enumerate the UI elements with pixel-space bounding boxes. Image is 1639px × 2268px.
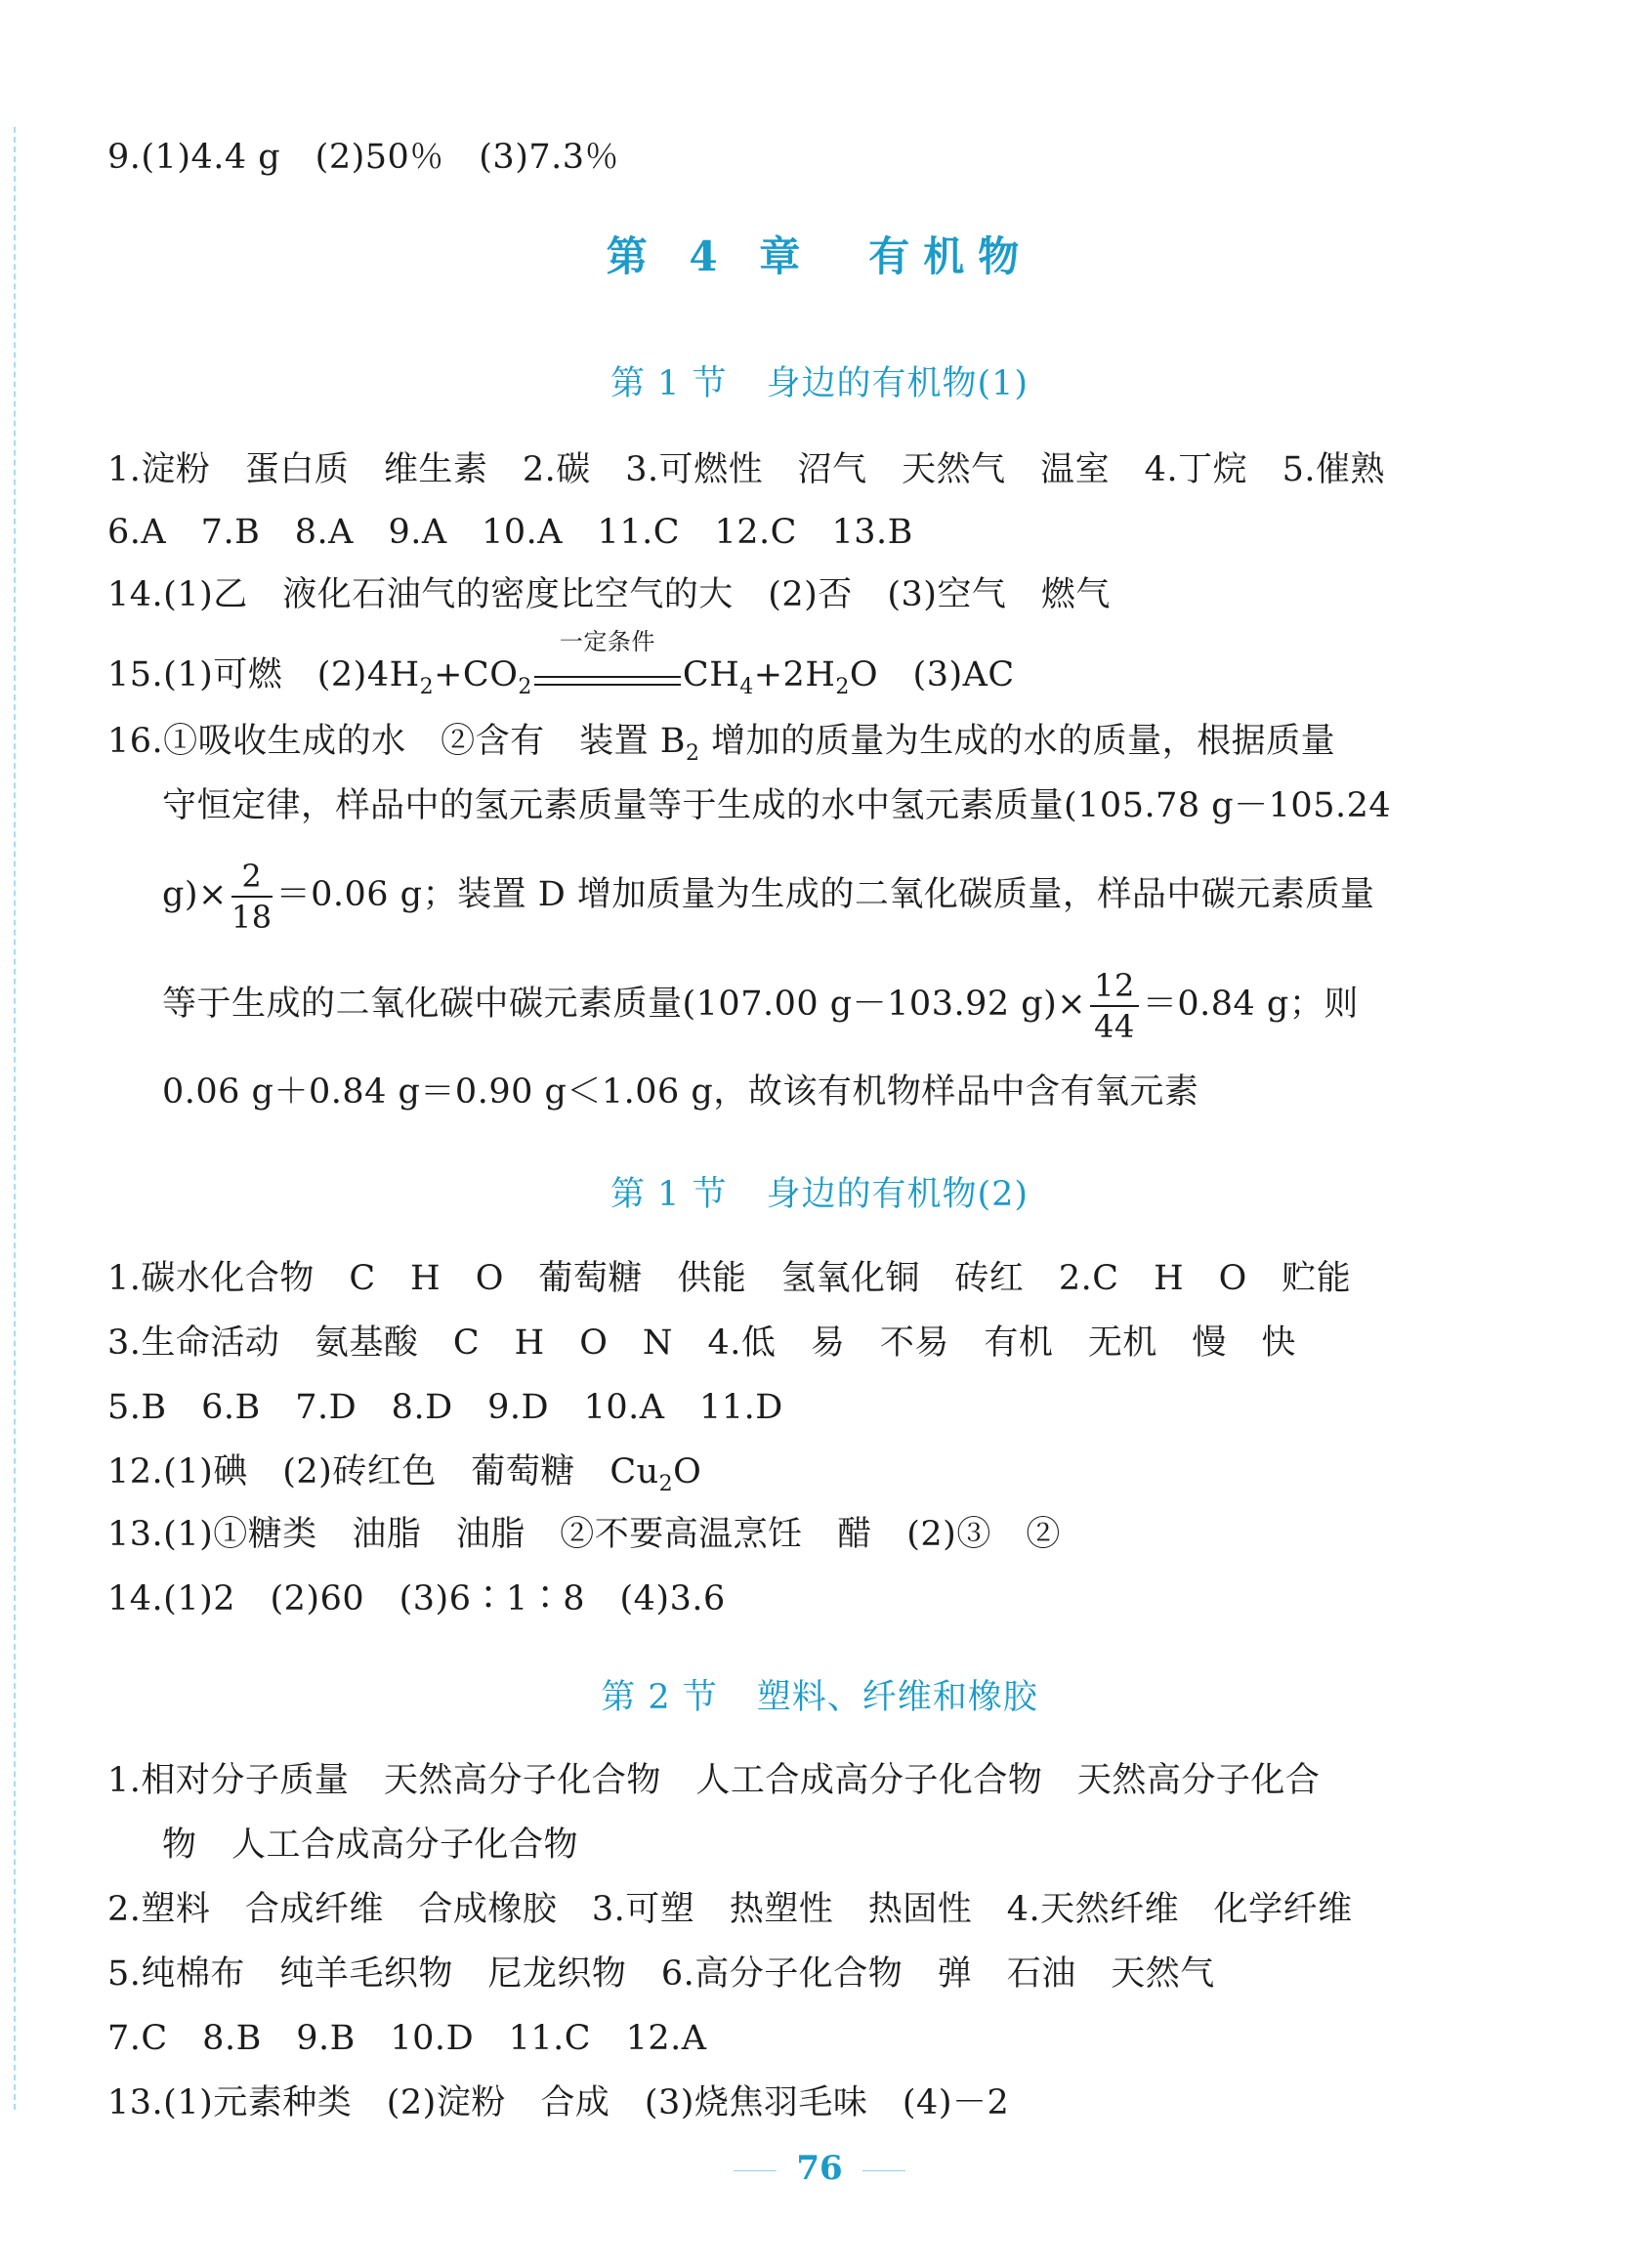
reaction-condition-arrow xyxy=(534,628,681,686)
fraction xyxy=(231,857,273,936)
text-run: O (3)AC xyxy=(849,655,1015,694)
answer-line-fraction xyxy=(162,848,1374,942)
text-run: ＝0.06 g；装置 D 增加质量为生成的二氧化碳质量，样品中碳元素质量 xyxy=(275,875,1375,914)
text-run: g)× xyxy=(162,875,228,914)
page-edge-dashed-line xyxy=(14,127,16,2110)
reaction-condition: 一定条件 xyxy=(559,628,655,655)
text-run: 16.①吸收生成的水 ②含有 装置 B xyxy=(107,722,687,761)
section-number: 第 1 节 xyxy=(609,1175,728,1214)
section-name: 身边的有机物(2) xyxy=(766,1175,1030,1214)
section-number: 第 2 节 xyxy=(601,1678,718,1717)
answer-line-q9: 9.(1)4.4 g (2)50％ (3)7.3％ xyxy=(107,138,620,177)
answer-line: 3.生命活动 氨基酸 C H O N 4.低 易 不易 有机 无机 慢 快 xyxy=(107,1323,1296,1363)
chapter-title: 第 4 章 有机物 xyxy=(606,232,1033,280)
answer-line: 物 人工合成高分子化合物 xyxy=(162,1826,579,1865)
answer-line: 6.A 7.B 8.A 9.A 10.A 11.C 12.C 13.B xyxy=(107,513,913,552)
page-number xyxy=(0,2149,1639,2188)
section-title-1 xyxy=(0,357,1639,405)
answer-line: 守恒定律，样品中的氢元素质量等于生成的水中氢元素质量(105.78 g－105.24 xyxy=(162,786,1392,825)
text-run: +2H xyxy=(753,655,836,694)
text-run: ＝0.84 g；则 xyxy=(1142,985,1359,1024)
section-title-3 xyxy=(0,1670,1639,1719)
answer-line: 12.(1)碘 (2)砖红色 葡萄糖 $Cu_2O$ xyxy=(107,1452,702,1496)
fraction-denominator: 18 xyxy=(231,898,273,936)
section-name: 身边的有机物(1) xyxy=(766,364,1030,403)
answer-line: 7.C 8.B 9.B 10.D 11.C 12.A xyxy=(107,2019,707,2058)
text-run: 12.(1)碘 (2)砖红色 葡萄糖 Cu xyxy=(107,1452,659,1491)
answer-line: 5.B 6.B 7.D 8.D 9.D 10.A 11.D xyxy=(107,1388,783,1427)
text-run: CH xyxy=(682,655,740,694)
answer-line-equation: 15.(1)可燃 $(2)4H_2+CO_2$ 一定条件 $CH_4+2H_2O$ (3)AC xyxy=(107,628,1015,699)
answer-line: 0.06 g＋0.84 g＝0.90 g＜1.06 g，故该有机物样品中含有氧元素 xyxy=(162,1072,1199,1112)
answer-line: 2.塑料 合成纤维 合成橡胶 3.可塑 热塑性 热固性 4.天然纤维 化学纤维 xyxy=(107,1890,1353,1929)
text-run: +CO xyxy=(434,655,519,694)
section-title-2 xyxy=(0,1167,1639,1216)
text-run: O xyxy=(673,1452,702,1491)
text-run: 等于生成的二氧化碳中碳元素质量(107.00 g－103.92 g)× xyxy=(162,985,1087,1024)
fraction xyxy=(1090,966,1139,1045)
section-number: 第 1 节 xyxy=(609,364,728,403)
answer-line: 14.(1)乙 液化石油气的密度比空气的大 (2)否 (3)空气 燃气 xyxy=(107,575,1111,614)
answer-line: 13.(1)元素种类 (2)淀粉 合成 (3)烧焦羽毛味 (4)－2 xyxy=(107,2083,1010,2122)
answer-line: 1.淀粉 蛋白质 维生素 2.碳 3.可燃性 沼气 天然气 温室 4.丁烷 5.催熟 xyxy=(107,450,1385,489)
answer-line: 5.纯棉布 纯羊毛织物 尼龙织物 6.高分子化合物 弹 石油 天然气 xyxy=(107,1954,1215,1994)
text-run: 增加的质量为生成的水的质量，根据质量 xyxy=(699,722,1336,761)
answer-line-fraction xyxy=(162,957,1359,1051)
answer-line: 13.(1)①糖类 油脂 油脂 ②不要高温烹饪 醋 (2)③ ② xyxy=(107,1515,1061,1554)
answer-line: 14.(1)2 (2)60 (3)6∶1∶8 (4)3.6 xyxy=(107,1579,726,1618)
fraction-numerator: 12 xyxy=(1090,970,1139,1007)
fraction-denominator: 44 xyxy=(1094,1007,1135,1045)
answer-line: 1.相对分子质量 天然高分子化合物 人工合成高分子化合物 天然高分子化合 xyxy=(107,1761,1321,1800)
page-number-text: 76 xyxy=(796,2149,843,2188)
answer-line: 1.碳水化合物 C H O 葡萄糖 供能 氢氧化铜 砖红 2.C H O 贮能 xyxy=(107,1259,1352,1298)
fraction-numerator: 2 xyxy=(231,861,273,898)
decorative-dash xyxy=(734,2170,777,2171)
answer-line: 16.①吸收生成的水 ②含有 装置 $B_2$ 增加的质量为生成的水的质量，根据质量 xyxy=(107,722,1336,766)
text-run: 15.(1)可燃 (2)4H xyxy=(107,655,420,694)
decorative-dash xyxy=(862,2170,905,2171)
section-name: 塑料、纤维和橡胶 xyxy=(756,1678,1038,1717)
